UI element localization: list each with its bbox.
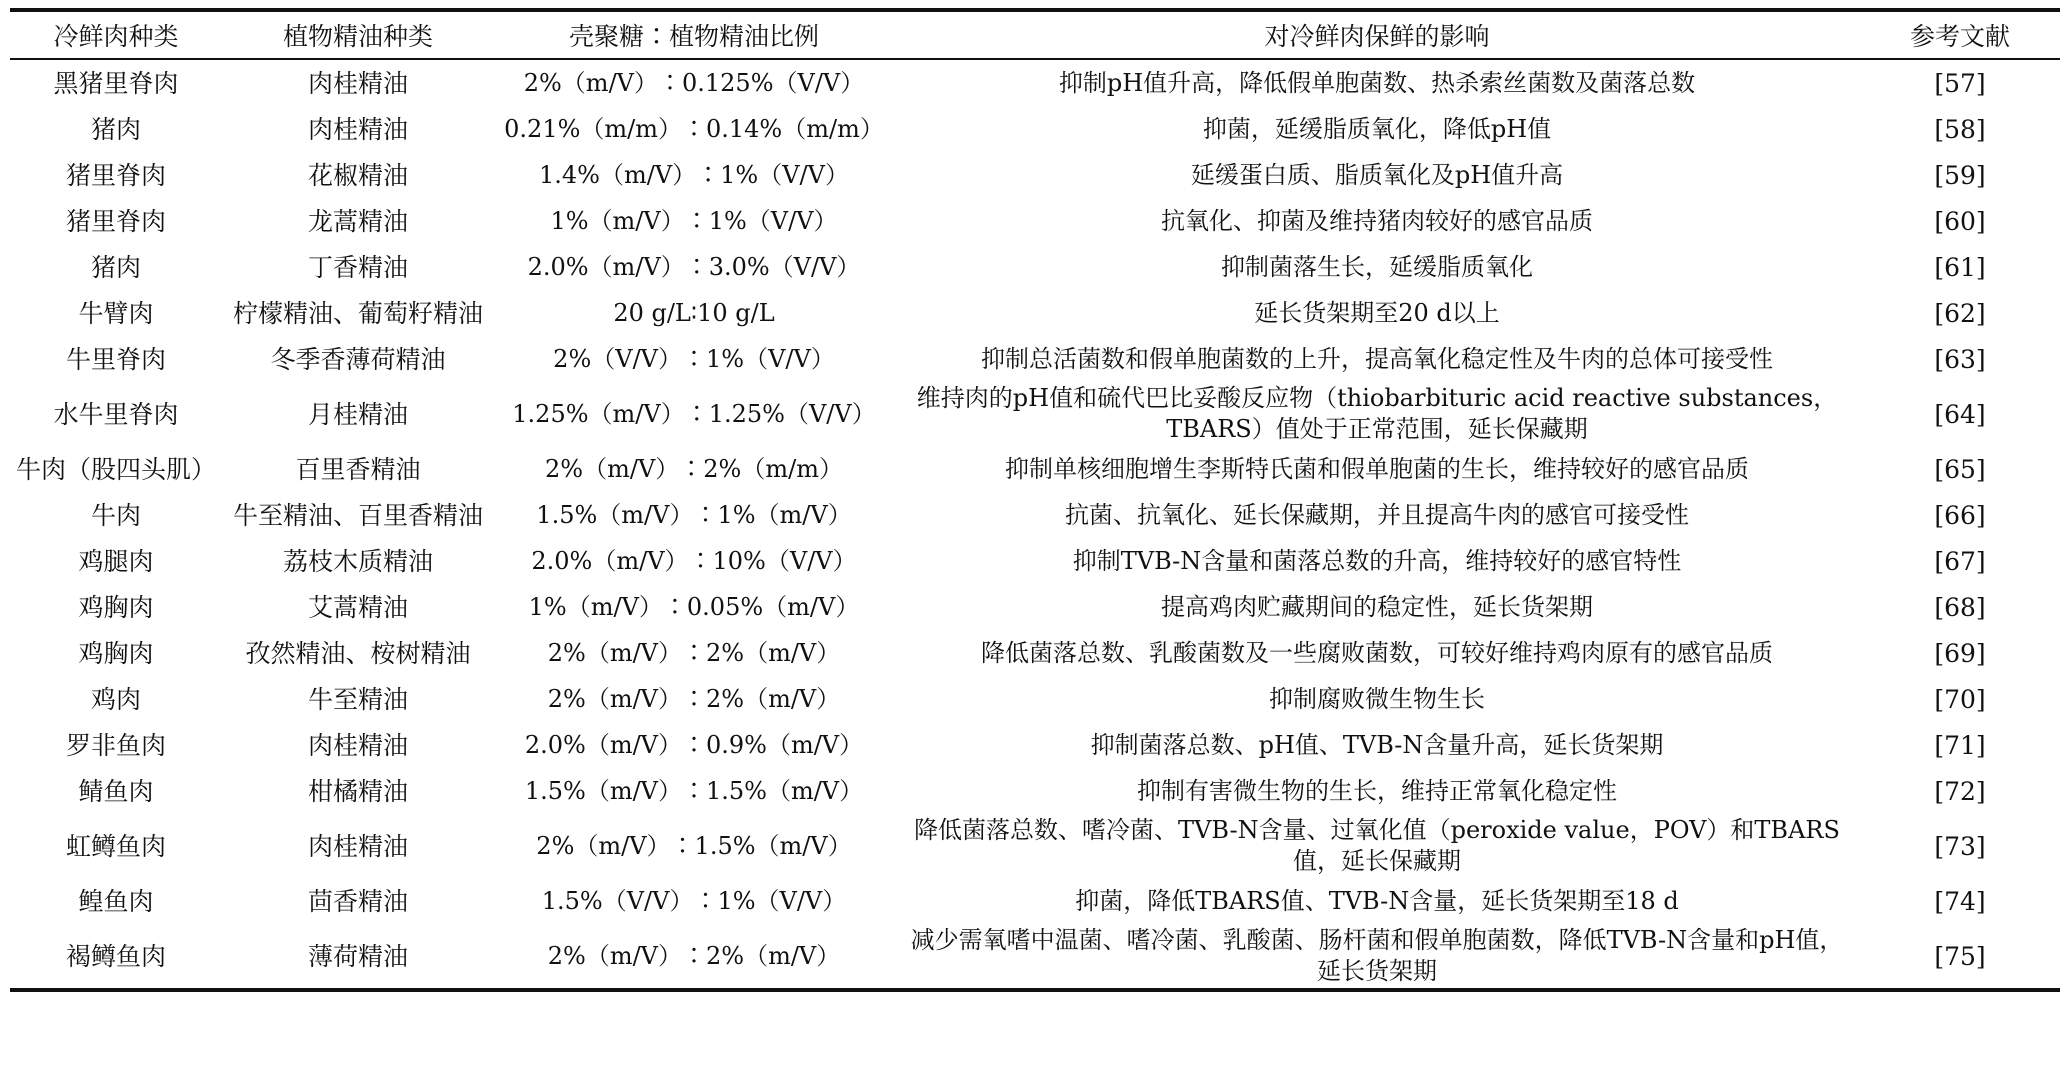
cell-effect: 抑制总活菌数和假单胞菌数的上升，提高氧化稳定性及牛肉的总体可接受性 <box>981 344 1773 373</box>
cell-effect: 抗氧化、抑菌及维持猪肉较好的感官品质 <box>1161 206 1593 235</box>
cell-effect: 提高鸡肉贮藏期间的稳定性，延长货架期 <box>1161 592 1593 621</box>
table-row <box>10 446 2060 492</box>
cell-meat: 虹鳟鱼肉 <box>65 831 166 861</box>
cell-ratio: 20 g/L∶10 g/L <box>613 298 775 327</box>
cell-ratio: 2%（m/V）∶2%（m/V） <box>547 941 841 970</box>
cell-effect: 降低菌落总数、乳酸菌数及一些腐败菌数，可较好维持鸡肉原有的感官品质 <box>981 638 1773 667</box>
cell-meat: 鸡胸肉 <box>78 638 154 668</box>
cell-reference: [65] <box>1934 454 1986 484</box>
cell-ratio: 2%（m/V）∶2%（m/m） <box>545 454 843 483</box>
cell-oil: 龙蒿精油 <box>307 206 408 236</box>
cell-effect: 抑制TVB-N含量和菌落总数的升高，维持较好的感官特性 <box>1072 546 1682 575</box>
cell-oil: 肉桂精油 <box>307 114 408 144</box>
cell-oil: 荔枝木质精油 <box>282 546 433 576</box>
cell-reference: [63] <box>1934 344 1986 374</box>
table-row <box>10 924 2060 990</box>
table-row <box>10 722 2060 768</box>
cell-oil: 孜然精油、桉树精油 <box>245 638 471 668</box>
cell-effect: 抗菌、抗氧化、延长保藏期，并且提高牛肉的感官可接受性 <box>1065 500 1689 529</box>
cell-effect: 延缓蛋白质、脂质氧化及pH值升高 <box>1190 160 1564 189</box>
header-effect: 对冷鲜肉保鲜的影响 <box>1264 22 1490 51</box>
cell-meat: 褐鳟鱼肉 <box>65 941 166 971</box>
cell-meat: 牛肉 <box>90 500 141 530</box>
cell-effect: 抑制有害微生物的生长，维持正常氧化稳定性 <box>1137 776 1617 805</box>
header-reference: 参考文献 <box>1909 22 2010 51</box>
cell-oil: 肉桂精油 <box>307 831 408 861</box>
cell-oil: 肉桂精油 <box>307 68 408 98</box>
cell-reference: [73] <box>1934 831 1986 861</box>
cell-reference: [68] <box>1934 592 1986 622</box>
cell-meat: 猪里脊肉 <box>65 206 166 236</box>
cell-effect: 抑制菌落总数、pH值、TVB-N含量升高，延长货架期 <box>1090 730 1664 759</box>
cell-effect: 抑制菌落生长，延缓脂质氧化 <box>1221 252 1533 281</box>
table-row <box>10 584 2060 630</box>
cell-effect: 抑制单核细胞增生李斯特氏菌和假单胞菌的生长，维持较好的感官品质 <box>1005 454 1749 483</box>
cell-ratio: 1.25%（m/V）∶1.25%（V/V） <box>512 399 876 428</box>
table-row <box>10 198 2060 244</box>
cell-meat: 猪肉 <box>90 252 141 282</box>
cell-meat: 鲭鱼肉 <box>78 776 154 806</box>
cell-meat: 牛肉（股四头肌） <box>16 454 217 484</box>
header-meat-type: 冷鲜肉种类 <box>53 22 179 51</box>
table-row <box>10 492 2060 538</box>
cell-ratio: 1.5%（V/V）∶1%（V/V） <box>541 886 847 915</box>
cell-ratio: 2%（m/V）∶2%（m/V） <box>547 638 841 667</box>
cell-ratio: 2.0%（m/V）∶3.0%（V/V） <box>527 252 861 281</box>
cell-effect: 抑制pH值升高，降低假单胞菌数、热杀索丝菌数及菌落总数 <box>1058 68 1696 97</box>
essential-oil-preservation-table <box>10 8 2060 992</box>
cell-reference: [74] <box>1934 886 1986 916</box>
cell-ratio: 1.5%（m/V）∶1.5%（m/V） <box>524 776 864 805</box>
cell-ratio: 0.21%（m/m）∶0.14%（m/m） <box>504 114 884 143</box>
cell-reference: [71] <box>1934 730 1986 760</box>
cell-meat: 黑猪里脊肉 <box>53 68 179 98</box>
cell-effect: 减少需氧嗜中温菌、嗜冷菌、乳酸菌、肠杆菌和假单胞菌数，降低TVB-N含量和pH值，延长货架期 <box>910 926 1844 985</box>
cell-ratio: 2.0%（m/V）∶0.9%（m/V） <box>524 730 864 759</box>
cell-reference: [67] <box>1934 546 1986 576</box>
table-row <box>10 382 2060 446</box>
cell-oil: 肉桂精油 <box>307 730 408 760</box>
cell-meat: 罗非鱼肉 <box>65 730 166 760</box>
cell-reference: [69] <box>1934 638 1986 668</box>
cell-ratio: 2%（m/V）∶2%（m/V） <box>547 684 841 713</box>
cell-ratio: 1.4%（m/V）∶1%（V/V） <box>539 160 849 189</box>
cell-effect: 降低菌落总数、嗜冷菌、TVB-N含量、过氧化值（peroxide value，POV）和TBARS值，延长保藏期 <box>914 816 1840 875</box>
cell-ratio: 1%（m/V）∶0.05%（m/V） <box>528 592 860 621</box>
table-row <box>10 336 2060 382</box>
cell-ratio: 2%（V/V）∶1%（V/V） <box>553 344 835 373</box>
cell-meat: 鸡肉 <box>90 684 141 714</box>
cell-effect: 抑制腐败微生物生长 <box>1269 684 1485 713</box>
cell-reference: [61] <box>1934 252 1986 282</box>
cell-oil: 冬季香薄荷精油 <box>270 344 446 374</box>
data-table-wrapper <box>10 8 2060 992</box>
cell-oil: 茴香精油 <box>307 886 408 916</box>
cell-reference: [75] <box>1934 941 1986 971</box>
cell-meat: 鳇鱼肉 <box>78 886 154 916</box>
cell-oil: 百里香精油 <box>295 454 421 484</box>
cell-effect: 延长货架期至20 d以上 <box>1254 298 1500 327</box>
table-row <box>10 630 2060 676</box>
cell-ratio: 2.0%（m/V）∶10%（V/V） <box>531 546 857 575</box>
cell-oil: 牛至精油、百里香精油 <box>232 500 483 530</box>
table-header <box>10 10 2060 59</box>
cell-oil: 丁香精油 <box>307 252 408 282</box>
header-ratio: 壳聚糖∶植物精油比例 <box>568 22 819 51</box>
cell-meat: 鸡腿肉 <box>78 546 154 576</box>
cell-reference: [66] <box>1934 500 1986 530</box>
cell-meat: 牛里脊肉 <box>65 344 166 374</box>
table-row <box>10 538 2060 584</box>
cell-oil: 柠檬精油、葡萄籽精油 <box>232 298 483 328</box>
cell-reference: [58] <box>1934 114 1986 144</box>
cell-meat: 牛臂肉 <box>78 298 154 328</box>
cell-ratio: 2%（m/V）∶1.5%（m/V） <box>536 831 852 860</box>
table-row <box>10 814 2060 878</box>
table-row <box>10 59 2060 106</box>
table-row <box>10 676 2060 722</box>
cell-ratio: 2%（m/V）∶0.125%（V/V） <box>523 68 865 97</box>
cell-reference: [70] <box>1934 684 1986 714</box>
cell-oil: 艾蒿精油 <box>307 592 408 622</box>
cell-oil: 薄荷精油 <box>307 941 408 971</box>
cell-ratio: 1%（m/V）∶1%（V/V） <box>550 206 838 235</box>
cell-effect: 抑菌，降低TBARS值、TVB-N含量，延长货架期至18 d <box>1075 886 1679 915</box>
table-row <box>10 290 2060 336</box>
table-row <box>10 768 2060 814</box>
header-oil-type: 植物精油种类 <box>282 22 433 51</box>
cell-ratio: 1.5%（m/V）∶1%（m/V） <box>536 500 852 529</box>
table-row <box>10 878 2060 924</box>
cell-oil: 柑橘精油 <box>307 776 408 806</box>
cell-reference: [72] <box>1934 776 1986 806</box>
cell-oil: 牛至精油 <box>307 684 408 714</box>
table-body <box>10 59 2060 990</box>
cell-reference: [62] <box>1934 298 1986 328</box>
cell-oil: 月桂精油 <box>307 399 408 429</box>
table-row <box>10 244 2060 290</box>
header-row <box>10 10 2060 59</box>
cell-meat: 水牛里脊肉 <box>53 399 179 429</box>
cell-reference: [60] <box>1934 206 1986 236</box>
cell-effect: 维持肉的pH值和硫代巴比妥酸反应物（thiobarbituric acid reactive substances，TBARS）值处于正常范围，延长保藏期 <box>916 384 1838 443</box>
cell-reference: [57] <box>1934 68 1986 98</box>
cell-meat: 鸡胸肉 <box>78 592 154 622</box>
cell-reference: [59] <box>1934 160 1986 190</box>
cell-meat: 猪里脊肉 <box>65 160 166 190</box>
table-row <box>10 152 2060 198</box>
cell-meat: 猪肉 <box>90 114 141 144</box>
cell-oil: 花椒精油 <box>307 160 408 190</box>
cell-effect: 抑菌，延缓脂质氧化，降低pH值 <box>1202 114 1552 143</box>
cell-reference: [64] <box>1934 399 1986 429</box>
table-row <box>10 106 2060 152</box>
